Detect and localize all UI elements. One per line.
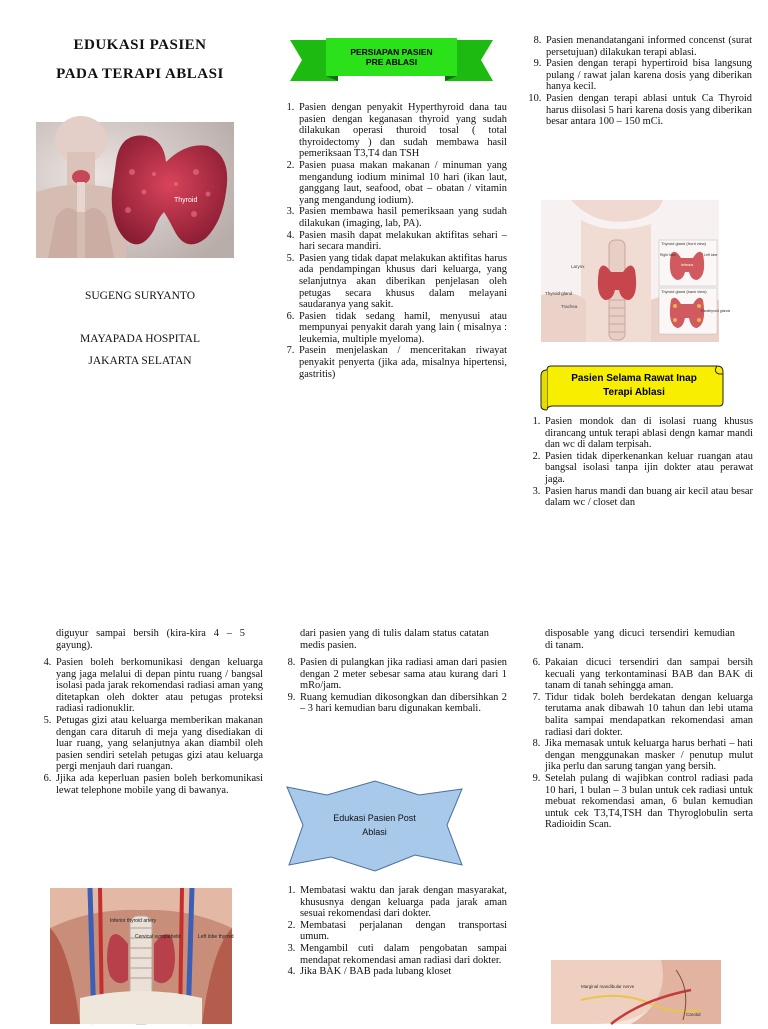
pre-ablation-banner-line1: PERSIAPAN PASIEN [350, 47, 433, 57]
author-name: SUGENG SURYANTO [84, 290, 195, 302]
list-item: 2. Pasien puasa makan makanan / minuman yang mengandung iodium minimal 10 hari (ikan laut, ganggang laut, seafood, obat – obatan / vitamin yang mengandung iodium). [297, 160, 507, 206]
cervical-label: Cervical sympathetic [135, 934, 182, 940]
list-item: 4. Pasien boleh berkomunikasi dengan keluarga yang jaga melalui di depan pintu ruang / bangsal isolasi pada jarak rekomendasi radiasi aman yang ditetapkan oleh dokter atau petugas proteksi radiasi radionuklir. [54, 657, 263, 715]
list-item: 10. Pasien dengan terapi ablasi untuk Ca Thyroid harus diisolasi 5 hari karena dosis yang diberikan besar antara 100 – 150 mCi. [544, 93, 752, 128]
post-ablation-continued-text: disposable yang dicuci tersendiri kemudian di tanam. [545, 628, 735, 651]
thyroid-gland-label: Thyroid gland [545, 291, 573, 296]
brochure-title-line1: EDUKASI PASIEN [73, 37, 207, 53]
front-view-label: Thyroid gland (front view) [661, 241, 707, 246]
carotid-label: Carotid [686, 1012, 701, 1017]
inpatient-banner-line1: Pasien Selama Rawat Inap [571, 373, 697, 384]
inferior-artery-label: Inferior thyroid artery [110, 918, 157, 924]
pre-ablation-banner [290, 38, 493, 83]
list-item: 3. Mengambil cuti dalam pengobatan sampai mendapat rekomendasi aman radiasi dari dokter. [298, 943, 507, 966]
list-item: 1. Pasien dengan penyakit Hyperthyroid dana tau pasien dengan keganasan thyroid yang sudah dilakukan operasi thuroid tosal ( total thyroidectomy ) dan sudah membawa hasil pemeriksaan T3,T4 dan TSH [297, 102, 507, 160]
list-item: 6. Pakaian dicuci tersendiri dan sampai bersih kecuali yang terkontaminasi BAB dan BAK di tanam di tanah sehingga aman. [543, 657, 753, 692]
thyroid-image-label: Thyroid [174, 197, 198, 204]
left-lobe-label: Left lobe [704, 253, 718, 257]
pre-ablation-list [279, 102, 507, 380]
list-item: 9. Ruang kemudian dikosongkan dan dibersihkan 2 – 3 hari kemudian baru digunakan kembali. [298, 692, 507, 715]
thyroid-anatomy-illustration [541, 200, 731, 342]
hospital-name: MAYAPADA HOSPITAL [80, 333, 200, 345]
list-item: 5. Pasien yang tidak dapat melakukan aktifitas harus ada pendampingan khusus dari keluarga, yang selanjutnya akan diberikan penjelasan oleh petugas secara khusus dalam melayani saudaranya yang sakit. [297, 253, 507, 311]
list-item: 1. Membatasi waktu dan jarak dengan masyarakat, khususnya dengan keluarga pada jarak aman sesuai rekomendasi dari dokter. [298, 885, 507, 920]
list-item: 5. Petugas gizi atau keluarga memberikan makanan dengan cara ditaruh di meja yang disediakan di luar ruang, yang selanjutnya akan diambil oleh pasien sendiri setelah petugas gizi atau keluarga pergi menjauh dari ruangan. [54, 715, 263, 773]
post-ablation-banner [287, 781, 462, 871]
list-item: 3. Pasien membawa hasil pemeriksaan yang sudah dilakukan (imaging, lab, PA). [297, 206, 507, 229]
list-item: 2. Pasien tidak diperkenankan keluar ruangan atau bangsal isolasi tanpa ijin dokter atau perawat jaga. [543, 451, 753, 486]
pre-ablation-list-continued [527, 35, 752, 128]
list-item: 7. Pasein menjelaskan / menceritakan riwayat penyakit penyerta (jika ada, misalnya hipertensi, gastritis) [297, 345, 507, 380]
list-item: 8. Pasien menandatangani informed concenst (surat persetujuan) dilakukan terapi ablasi. [544, 35, 752, 58]
list-item: 8. Pasien di pulangkan jika radiasi aman dari pasien dengan 2 meter sebesar sama atau kurang dari 1 mRo/jam. [298, 657, 507, 692]
trachea-label: Trachea [561, 304, 578, 309]
list-item: 4. Jika BAK / BAB pada lubang kloset [298, 966, 507, 978]
post-ablation-list [280, 885, 507, 978]
list-item: 9. Setelah pulang di wajibkan control radiasi pada 10 hari, 1 bulan – 3 bulan untuk cek radiasi untuk mebuat rekomendasi aman, 6 bulan kemudian untuk cek T3,T4,TSH dan Thyroglobulin serta Radioidin Scan. [543, 773, 753, 831]
post-ablation-banner-line2: Ablasi [362, 827, 387, 837]
post-ablation-list-continued [525, 657, 753, 831]
hospital-city: JAKARTA SELATAN [88, 355, 192, 367]
back-view-label: Thyroid gland (back view) [661, 289, 707, 294]
inpatient-banner-line2: Terapi Ablasi [603, 387, 665, 398]
post-ablation-banner-line1: Edukasi Pasien Post [333, 813, 416, 823]
list-item: 4. Pasien masih dapat melakukan aktifitas sehari – hari secara mandiri. [297, 230, 507, 253]
isthmus-label: Isthmus [681, 263, 694, 267]
list-item: 9. Pasien dengan terapi hypertiroid bisa langsung pulang / rawat jalan karena dosis yang diberikan hanya kecil. [544, 58, 752, 93]
pre-ablation-banner-line2: PRE ABLASI [365, 57, 418, 67]
status-continued-text: dari pasien yang di tulis dalam status catatan medis pasien. [300, 628, 489, 651]
left-lobe-thyroid-label: Left lobe thyroid [198, 934, 234, 940]
list-item: 2. Membatasi perjalanan dengan transportasi umum. [298, 920, 507, 943]
inpatient-list-final [280, 657, 507, 715]
larynx-label: Larynx [571, 264, 585, 269]
inpatient-list-continued [36, 657, 263, 796]
list-item: 7. Tidur tidak boleh berdekatan dengan keluarga terutama anak dibawah 10 tahun dan lebi utama balita sampai mendapatkan rekomendasi aman radiasi dari dokter. [543, 692, 753, 738]
list-item: 1. Pasien mondok dan di isolasi ruang khusus dirancang untuk terapi ablasi dengn kamar mandi dan wc di dalam terpisah. [543, 416, 753, 451]
list-item: 6. Pasien tidak sedang hamil, menyusui atau mempunyai penyakit darah yang lain ( misalnya : leukemia, multiple myeloma). [297, 311, 507, 346]
neck-dissection-illustration [50, 888, 232, 1024]
brochure-title-line2: PADA TERAPI ABLASI [56, 66, 224, 82]
nerve-label: Marginal mandibular nerve [581, 984, 635, 989]
inpatient-list [525, 416, 753, 509]
inpatient-continued-text: diguyur sampai bersih (kira-kira 4 – 5 gayung). [56, 628, 245, 651]
thyroid-illustration [36, 122, 234, 258]
inpatient-banner [541, 366, 723, 410]
parathyroid-label: Parathyroid glands [701, 309, 731, 313]
list-item: 6. Jjika ada keperluan pasien boleh berkomunikasi lewat telephone mobile yang di bawanya. [54, 773, 263, 796]
list-item: 8. Jika memasak untuk keluarga harus berhati – hati dengan menggunakan masker / penutup mulut jika perlu dan sarung tangan yang bersih. [543, 738, 753, 773]
face-neck-nerve-illustration [551, 960, 721, 1024]
right-lobe-label: Right lobe [660, 253, 676, 257]
list-item: 3. Pasien harus mandi dan buang air kecil atau besar dalam wc / closet dan [543, 486, 753, 509]
